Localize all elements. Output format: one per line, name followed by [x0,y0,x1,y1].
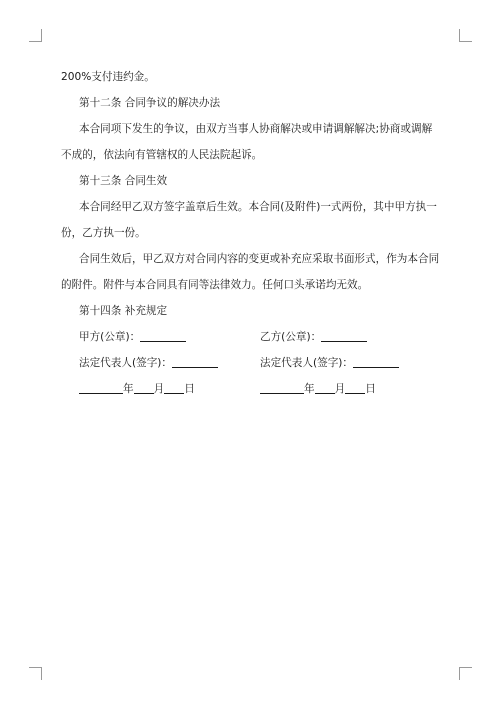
party-a-representative-label: 法定代表人(签字)： [79,357,173,369]
party-a-seal-blank [140,329,186,342]
article-13-paragraph-1: 本合同经甲乙双方签字盖章后生效。本合同(及附件)一式两份，其中甲方执一份，乙方执一份。 [61,201,437,239]
crop-mark-bottom-right [459,667,472,680]
document-body [61,64,441,402]
article-13-heading: 第十三条 合同生效 [79,175,168,187]
party-b-representative-blank [353,355,399,368]
party-b-month-label: 月 [334,383,346,395]
seal-row [61,324,441,350]
party-b-representative-label: 法定代表人(签字)： [260,357,354,369]
party-a-day-label: 日 [184,383,195,395]
party-b-year-label: 年 [304,383,315,395]
party-b-date [260,376,441,402]
party-a-year-label: 年 [123,383,134,395]
party-a-representative-blank [172,355,218,368]
crop-mark-bottom-left [29,667,42,680]
party-a-day-blank [164,381,184,394]
party-b-year-blank [260,381,304,394]
party-a-representative [79,350,260,376]
party-b-seal [260,324,441,350]
party-a-date [79,376,260,402]
date-row [61,376,441,402]
paragraph-continuation: 200%支付违约金。 [61,71,155,83]
party-b-day-label: 日 [365,383,376,395]
party-a-month-blank [134,381,154,394]
crop-mark-top-right [459,29,472,42]
article-12-paragraph: 本合同项下发生的争议，由双方当事人协商解决或申请调解解决;协商或调解不成的，依法向有管辖权的人民法院起诉。 [61,123,433,161]
article-12-heading: 第十二条 合同争议的解决办法 [79,97,221,109]
party-b-seal-label: 乙方(公章)： [260,331,322,343]
party-b-day-blank [345,381,365,394]
crop-mark-top-left [29,29,42,42]
article-14-heading: 第十四条 补充规定 [79,305,168,317]
party-a-year-blank [79,381,123,394]
representative-row [61,350,441,376]
article-13-paragraph-2: 合同生效后，甲乙双方对合同内容的变更或补充应采取书面形式，作为本合同的附件。附件与本合同具有同等法律效力。任何口头承诺均无效。 [61,253,440,291]
party-a-seal-label: 甲方(公章)： [79,331,141,343]
party-b-seal-blank [321,329,367,342]
party-a-seal [79,324,260,350]
party-a-month-label: 月 [153,383,165,395]
party-b-representative [260,350,441,376]
party-b-month-blank [315,381,335,394]
